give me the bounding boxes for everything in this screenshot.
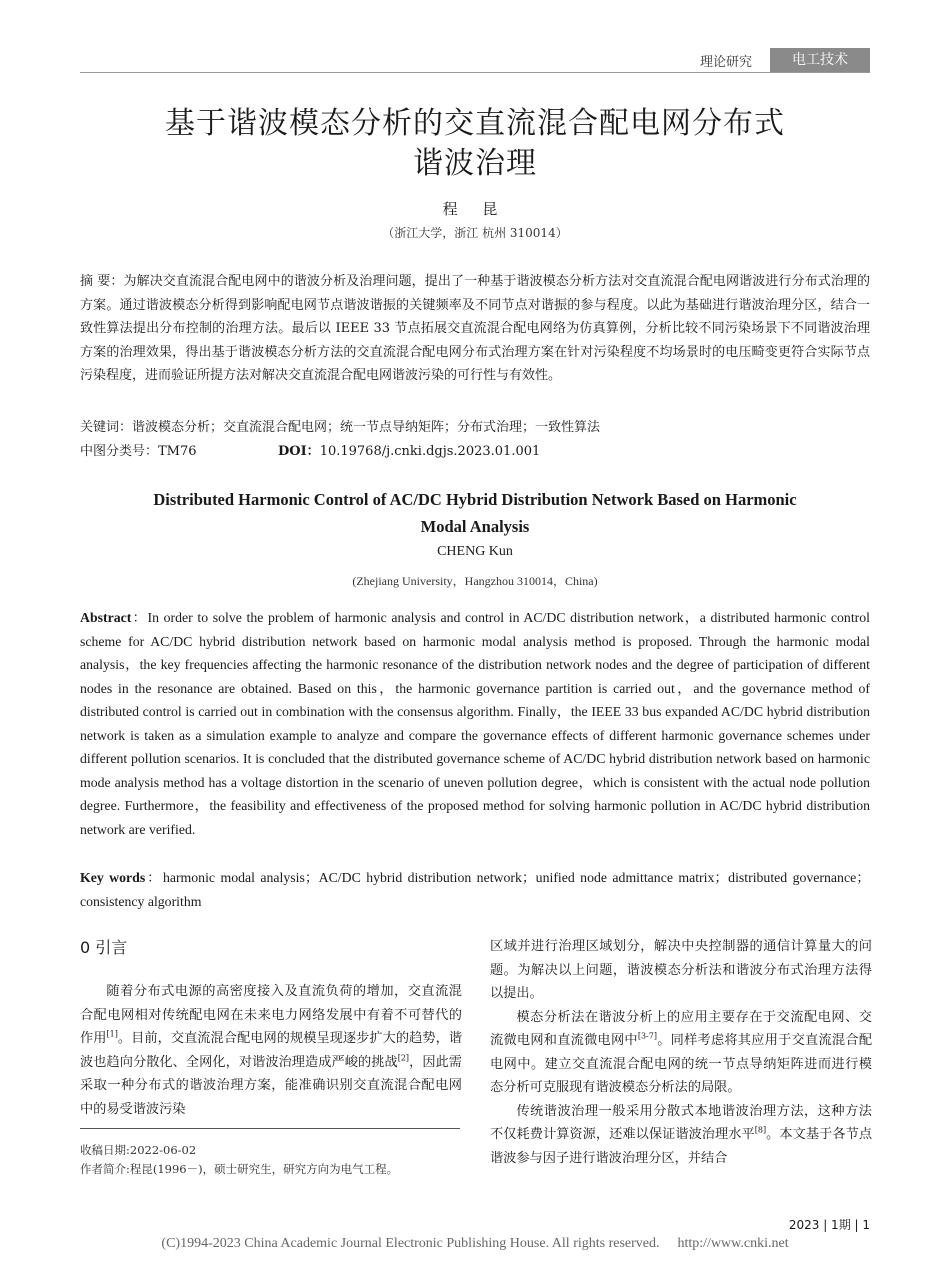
doi-label: DOI： (278, 444, 320, 459)
intro-paragraph-3 (490, 1100, 872, 1171)
paper-title-en-line2: Modal Analysis (420, 517, 530, 536)
intro-p1-text-b: 。目前，交直流混合配电网的规模呈现逐步扩大的趋势，谐波也趋向分散化、全网化，对谐波治理造成严峻的挑战 (80, 1031, 463, 1070)
section-heading-intro: 0 引言 (80, 938, 128, 957)
paper-title-cn-line2: 谐波治理 (413, 146, 537, 181)
keywords-cn (80, 416, 870, 439)
copyright-watermark (0, 1236, 950, 1252)
citation-ref[interactable]: [1] (106, 1029, 118, 1039)
keywords-en (80, 866, 870, 914)
abstract-en (80, 606, 870, 841)
abstract-en-text: ：In order to solve the problem of harmonic analysis and control in AC/DC distribution network，a distributed harmonic control scheme for AC/DC hybrid distribution network based on harmonic modal analysis method is proposed. Through the harmonic modal analysis，the key frequencies affecting the harmonic resonance of the distribution network nodes and the degree of participation of different nodes in the resonance are obtained. Based on this，the harmonic governance partition is carried out，and the governance method of distributed control is carried out in combination with the consensus algorithm. Finally，the IEEE 33 bus expanded AC/DC hybrid distribution network is taken as a simulation example to analyze and compare the governance effects of different harmonic governance schemes under different pollution scenarios. It is concluded that the distributed governance scheme of AC/DC hybrid distribution network based on harmonic mode analysis method has a voltage distortion in the scenario of uneven pollution degree，which is consistent with the actual node pollution degree. Furthermore，the feasibility and effectiveness of the proposed method for solving harmonic pollution in AC/DC hybrid distribution network are verified. (80, 610, 870, 837)
abstract-cn-label: 摘 要： (80, 274, 124, 289)
citation-ref[interactable]: [2] (397, 1053, 410, 1063)
classification-label: 中图分类号： (80, 444, 159, 459)
classification-value: TM76 (158, 444, 197, 459)
intro-paragraph-2 (490, 1006, 872, 1100)
author-cn: 程 昆 (442, 200, 508, 218)
keywords-en-text: ：harmonic modal analysis；AC/DC hybrid distribution network；unified node admittance matrix；distributed governance；consistency algorithm (80, 870, 870, 909)
header-section: 理论研究 (699, 54, 752, 70)
intro-p2-text-a: 模态分析法在谐波分析上的应用主要存在于交流配电网、交流微电网和直流微电网中 (490, 1009, 872, 1048)
citation-ref[interactable]: [3-7] (637, 1031, 657, 1041)
intro-p2-text-b: 。同样考虑将其应用于交直流混合配电网中。建立交直流混合配电网的统一节点导纳矩阵进而进行模态分析可克服现有谐波模态分析法的局限。 (490, 1033, 873, 1095)
intro-paragraph-1 (80, 980, 462, 1121)
affiliation-cn: （浙江大学，浙江 杭州 310014） (382, 226, 568, 240)
intro-p1-text-c: ，因此需采取一种分布式的谐波治理方案，能准确识别交直流混合配电网中的易受谐波污染 (80, 1054, 462, 1117)
copyright-text: (C)1994-2023 China Academic Journal Electronic Publishing House. All rights reserved. (161, 1236, 660, 1251)
footnote-divider (80, 1128, 460, 1129)
classification-line (80, 440, 870, 463)
keywords-cn-label: 关键词： (80, 420, 133, 435)
doi (278, 440, 540, 463)
footnote-author-bio: 作者简介:程昆(1996－)，硕士研究生，研究方向为电气工程。 (80, 1162, 399, 1176)
running-header (700, 48, 870, 72)
intro-p3-text-b: 。本文基于各节点谐波参与因子进行谐波治理分区，并结合 (490, 1127, 873, 1166)
abstract-cn-text: 为解决交直流混合配电网中的谐波分析及治理问题，提出了一种基于谐波模态分析方法对交直流混合配电网谐波进行分布式治理的方案。通过谐波模态分析得到影响配电网节点谐波谐振的关键频率及不同节点对谐振的参与程度。以此为基础进行谐波治理分区，结合一致性算法提出分布控制的治理方法。最后以 IEEE 33 节点拓展交直流混合配电网络为仿真算例，分析比较不同污染场景下不同谐波治理方案的治理效果，得出基于谐波模态分析方法的交直流混合配电网分布式治理方案在针对污染程度不均场景时的电压畸变更符合实际节点污染程度，进而验证所提方法对解决交直流混合配电网谐波污染的可行性与有效性。 (80, 274, 870, 383)
footnote-received-date: 收稿日期:2022-06-02 (80, 1143, 197, 1157)
cnki-link[interactable]: http://www.cnki.net (677, 1236, 789, 1251)
abstract-cn (80, 270, 870, 388)
abstract-en-label: Abstract (80, 610, 132, 625)
body-column-right (490, 935, 872, 1170)
intro-paragraph-1-cont: 区域并进行治理区域划分，解决中央控制器的通信计算量大的问题。为解决以上问题，谐波模态分析法和谐波分布式治理方法得以提出。 (490, 939, 872, 1001)
doi-value: 10.19768/j.cnki.dgjs.2023.01.001 (319, 444, 541, 459)
intro-p1-text-a: 随着分布式电源的高密度接入及直流负荷的增加，交直流混合配电网相对传统配电网在未来电力网络发展中有着不可替代的作用 (80, 984, 462, 1046)
citation-ref[interactable]: [8] (754, 1125, 767, 1135)
keywords-cn-text: 谐波模态分析；交直流混合配电网；统一节点导纳矩阵；分布式治理；一致性算法 (132, 420, 601, 435)
author-en: CHENG Kun (437, 544, 513, 559)
paper-title-en (80, 486, 870, 540)
paper-title-en-line1: Distributed Harmonic Control of AC/DC Hybrid Distribution Network Based on Harmonic (153, 490, 797, 509)
keywords-en-label: Key words (80, 870, 146, 885)
intro-p3-text-a: 传统谐波治理一般采用分散式本地谐波治理方法，这种方法不仅耗费计算资源，还难以保证谐波治理水平 (490, 1103, 872, 1142)
paper-title-cn-line1: 基于谐波模态分析的交直流混合配电网分布式 (165, 106, 785, 141)
header-journal-name: 电工技术 (770, 48, 870, 72)
body-column-left (80, 936, 462, 1121)
header-divider (80, 72, 870, 73)
page-number-info: 2023 | 1期 | 1 (788, 1218, 870, 1232)
affiliation-en: (Zhejiang University，Hangzhou 310014，China) (352, 574, 598, 588)
paper-title-cn (80, 104, 870, 184)
